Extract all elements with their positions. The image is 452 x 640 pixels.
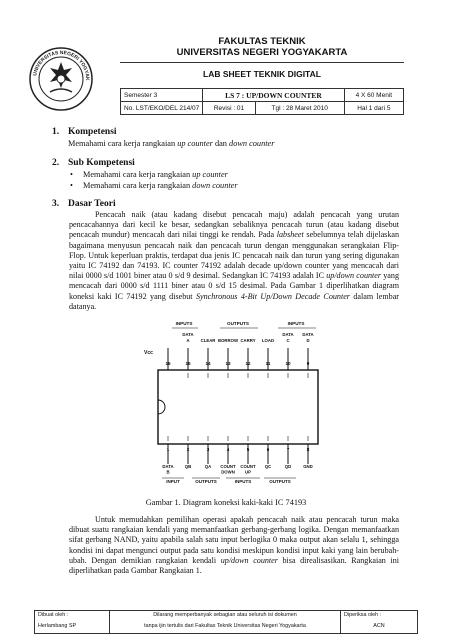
bottom-pin-number: 7 [286, 447, 290, 452]
date-cell: Tgl : 28 Maret 2010 [255, 102, 344, 115]
bottom-pin-label: B [166, 469, 170, 475]
text-run: dan [212, 139, 230, 148]
bullet-icon: • [70, 170, 73, 179]
text-emphasis: down counter [229, 139, 275, 148]
top-pin-label: A [186, 338, 190, 343]
bullet-icon: • [70, 181, 73, 190]
checked-by-name: ACN [373, 623, 385, 629]
section-3-title: Dasar Teori [68, 199, 116, 209]
faculty-title: FAKULTAS TEKNIK [218, 36, 306, 47]
text-run: sebelumnya telah dijelaskan bagaimana menyusun pencacah naik dan pencacah turun dengan menggunakan serangkaian Flip-Flop. Untuk keperluan praktis, terdapat dua jenis IC pencacah naik dan turun yang sering digunakan yaitu IC 74192 dan 74193. IC counter 74192 adalah decade up/down counter yang mencacah dari nilai 0000 s/d 1001 biner atau 0 s/d 9 desimal. Sedangkan IC 74193 adalah IC [69, 230, 400, 281]
text-emphasis: labsheet [276, 230, 304, 240]
top-pin-number: 14 [205, 361, 211, 366]
document-footer [34, 610, 418, 634]
text-run: Memahami cara kerja rangkaian [82, 170, 193, 179]
labsheet-title: LAB SHEET TEKNIK DIGITAL [203, 69, 321, 79]
bottom-group-input-label: INPUT [166, 479, 180, 484]
top-pin-label: C [286, 338, 290, 343]
bottom-group-outputs-label: OUTPUTS [195, 479, 217, 484]
bottom-pin-label: GND [303, 464, 313, 469]
top-group-inputs-label: INPUTS [175, 321, 193, 326]
top-group-inputs2-label: INPUTS [287, 321, 305, 326]
section-2-number: 2. [52, 158, 60, 168]
section-1-number: 1. [52, 127, 60, 137]
top-pin-number: 11 [265, 361, 271, 366]
bottom-pin-number: 8 [306, 447, 310, 452]
section-3-number: 3. [52, 199, 60, 209]
document-meta-table [120, 88, 404, 115]
section-2-title: Sub Kompetensi [68, 158, 135, 168]
bottom-pin-label: QA [204, 464, 212, 469]
figure-caption: Gambar 1. Diagram koneksi kaki-kaki IC 74193 [145, 498, 307, 507]
list-item [70, 170, 228, 179]
notice-line-1: Dilarang memperbanyak sebagian atau seluruh isi dokumen [153, 612, 297, 618]
theory-paragraph-1 [69, 210, 399, 312]
top-pin-number: 13 [225, 361, 231, 366]
notice-line-2: tanpa ijin tertulis dari Fakultas Teknik Universitas Negeri Yogyakarta [144, 623, 306, 629]
bottom-pin-number: 6 [266, 447, 270, 452]
top-pin-number: 16 [165, 361, 171, 366]
ic-74193-pin-diagram [140, 318, 330, 486]
bottom-group-inputs-label: INPUTS [234, 479, 252, 484]
ls-title-cell: LS 7 : UP/DOWN COUNTER [203, 89, 344, 102]
text-run: yang mencacah dari 0000 s/d 1111 biner atau 0 s/d 15 desimal. Pada Gambar 1 diperlihatkan diagram koneksi kaki IC 74192 yang disebut [69, 271, 399, 301]
text-run: bisa direalisasikan. Rangkaian ini diperlihatkan pada Gambar Rangkaian 1. [69, 555, 399, 576]
text-run: Pencacah naik (atau kadang disebut pencacah maju) adalah pencacah yang urutan pencacahannya dari kecil ke besar, sedangkan sebaliknya pencacah turun (atau kadang disebut pencacah mundur) mencacah dari nilai tinggi ke rendah. Pada [69, 210, 399, 240]
vcc-label: Vcc [144, 350, 153, 356]
top-pin-label: D [306, 338, 310, 343]
top-pin-label: BORROW [217, 338, 239, 343]
top-group-outputs-label: OUTPUTS [227, 321, 249, 326]
bottom-pin-label: DOWN [221, 469, 235, 475]
bottom-pin-label: UP [245, 469, 251, 475]
bottom-pin-label: QD [284, 464, 292, 469]
text-run: Memahami cara kerja rangkaian [82, 181, 193, 190]
university-title: UNIVERSITAS NEGERI YOGYAKARTA [176, 47, 348, 58]
top-pin-number: 10 [285, 361, 291, 366]
text-run: dalam lembar datanya. [69, 291, 399, 311]
list-item [70, 181, 238, 190]
top-pin-label: DATA [182, 332, 194, 337]
bottom-pin-number: 5 [246, 447, 250, 452]
text-emphasis: up counter [177, 139, 213, 148]
bottom-pin-label: DATA [162, 464, 174, 469]
top-pin-number: 12 [245, 361, 251, 366]
doc-number-cell: No. LST/EKO/DEL 214/07 [121, 102, 203, 115]
top-pin-number: 15 [185, 361, 191, 366]
bottom-pin-label: QC [264, 464, 272, 469]
bottom-pin-number: 1 [166, 447, 170, 452]
copyright-notice-cell [110, 611, 341, 634]
theory-paragraph-2 [69, 515, 399, 576]
made-by-cell [35, 611, 110, 634]
text-run: Untuk memudahkan pemilihan operasi apakah pencacah naik atau pencacah turun maka dibuat suatu rangkaian kendali yang memanfaatkan gerbang-gerbang logika. Dengan memanfaatkan sifat gerbang NAND, yaitu apabila salah satu input berlogika 0 maka output akan selalu 1, sehingga kondisi ini dapat mengunci output pada satu kondisi meskipun kondisi input kaki yang lain berubah-ubah. Dengan demikian rangkaian kendali [69, 515, 399, 565]
bottom-pin-number: 4 [226, 447, 230, 452]
ic-body [158, 370, 318, 444]
checked-by-label: Diperiksa oleh : [344, 612, 382, 618]
bottom-pin-label: QB [184, 464, 192, 469]
checked-by-cell [341, 611, 418, 634]
text-emphasis: Synchronous 4-Bit Up/Down Decade Counter [195, 291, 350, 301]
made-by-name: Herlambang SP [38, 623, 77, 629]
top-pin-label: LOAD [261, 338, 275, 343]
bottom-pin-label: COUNT [220, 464, 236, 469]
top-pin-label: DATA [302, 332, 314, 337]
top-pin-number: 9 [306, 361, 310, 366]
duration-cell: 4 X 60 Menit [344, 89, 403, 102]
text-emphasis: up/down counter [326, 271, 382, 281]
semester-cell: Semester 3 [121, 89, 203, 102]
bottom-pin-number: 3 [206, 447, 210, 452]
section-1-title: Kompetensi [68, 127, 117, 137]
svg-text:UNIVERSITAS NEGERI YOGYAKARTA: UNIVERSITAS NEGERI YOGYAK [32, 49, 91, 81]
bottom-group-outputs2-label: OUTPUTS [269, 479, 291, 484]
top-pin-label: CLEAR [200, 338, 216, 343]
made-by-label: Dibuat oleh : [38, 612, 69, 618]
top-pin-label: DATA [282, 332, 294, 337]
bottom-pin-number: 2 [186, 447, 190, 452]
page-cell: Hal 1 dari 5 [344, 102, 403, 115]
section-1-text [68, 139, 274, 149]
text-emphasis: up counter [192, 170, 228, 179]
text-run: Memahami cara kerja rangkaian [68, 139, 178, 148]
top-pin-label: CARRY [240, 338, 256, 343]
text-emphasis: down counter [192, 181, 238, 190]
text-emphasis: up/down counter [220, 555, 278, 565]
bottom-pin-label: COUNT [240, 464, 256, 469]
revision-cell: Revisi : 01 [203, 102, 255, 115]
